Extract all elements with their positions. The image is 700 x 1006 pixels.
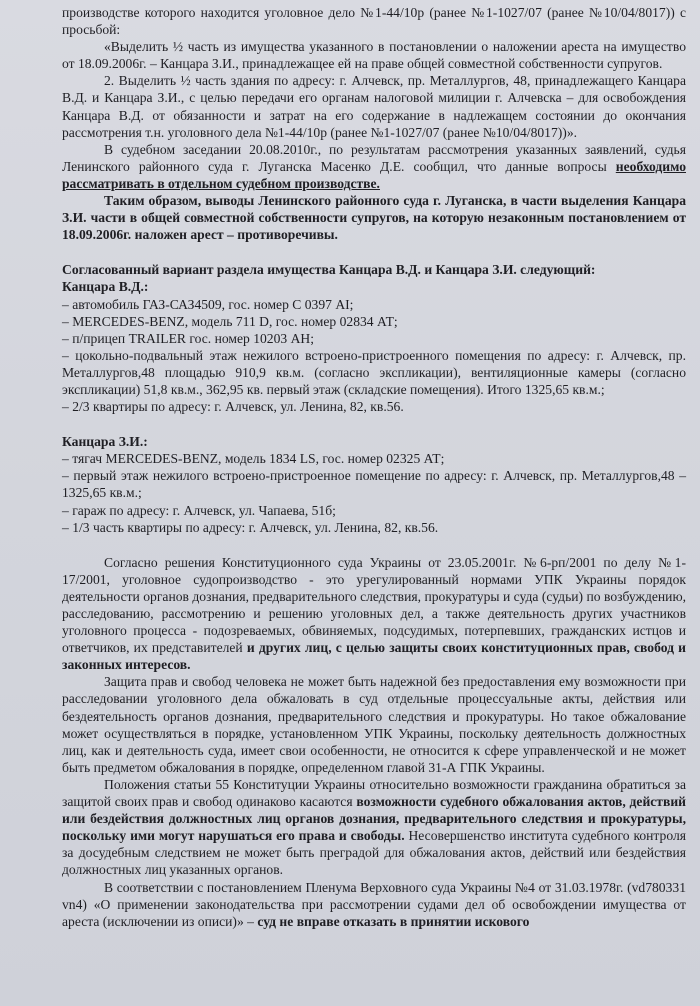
article-55-tail: Несовершенство института судебного контроля за досудебным следствием не может быть преградой для обжалования актов, действий или бездействия должностных лиц указанных органов. xyxy=(62,828,686,878)
kantsara-vd-title: Канцара В.Д.: xyxy=(62,279,149,295)
constitutional-court-emphasis: и других лиц, с целью защиты своих конституционных прав, свобод и законных интересов. xyxy=(62,640,686,673)
agreed-division-title: Согласованный вариант раздела имущества Канцара В.Д. и Канцара З.И. следующий: xyxy=(62,262,596,278)
paragraph-request-2: 2. Выделить ½ часть здания по адресу: г. Алчевск, пр. Металлургов, 48, принадлежащего Канцара В.Д. и Канцара З.И., с целью передачи его органам налоговой милиции г. Алчевска – для освобождения Канцара В.Д. от обязанности и затрат на его содержание в надлежащем состоянии до окончания рассмотрения т.н. уголовного дела №1-44/10р (ранее №1-1027/07 (ранее №10/04/8017))». xyxy=(62,73,686,140)
paragraph-constitutional-court xyxy=(62,554,686,674)
conclusion-text: Таким образом, выводы Ленинского районного суда г. Луганска, в части выделения Канцара З.И. части в общей совместной собственности супругов, на которую незаконным постановлением от 18.09.2006г. наложен арест – противоречивы. xyxy=(62,193,686,243)
kantsara-vd-item: – MERCEDES-BENZ, модель 711 D, гос. номер 02834 АТ; xyxy=(62,313,398,329)
paragraph-plenum xyxy=(62,879,686,930)
paragraph-article-55 xyxy=(62,776,686,879)
paragraph-intro: производстве которого находится уголовное дело №1-44/10р (ранее №1-1027/07 (ранее №10/04/8017)) с просьбой: xyxy=(62,5,686,38)
court-session-emphasis: необходимо рассматривать в отдельном судебном производстве. xyxy=(62,158,686,191)
kantsara-vd-item: – п/прицеп TRAILER гос. номер 10203 АН; xyxy=(62,330,315,346)
paragraph-protection-rights: Защита прав и свобод человека не может быть надежной без предоставления ему возможности при расследовании уголовного дела обжаловать в суд отдельные процессуальные акты, действия или бездеятельность органов дознания, предварительного следствия и прокуратуры. Но такое обжалование может осуществляться в порядке, установленном УПК Украины, поскольку деятельность должностных лиц, как и деятельность суда, имеет свои особенности, не относится к сфере управленческой и не может быть предметом обжалования в порядке, определенном главой 31-А ГПК Украины. xyxy=(62,674,686,775)
constitutional-court-text: Согласно решения Конституционного суда Украины от 23.05.2001г. №6-рп/2001 по делу №1-17/2001, уголовное судопроизводство - это урегулированный нормами УПК Украины порядок деятельности органов дознания, предварительного следствия, прокуратуры и суда (судьи) по возбуждению, расследованию, рассмотрению и решению уголовных дел, а также деятельность других участников уголовного процесса - подозреваемых, обвиняемых, подсудимых, потерпевших, гражданских истцов и ответчиков, их представителей xyxy=(62,554,686,656)
kantsara-zi-title: Канцара З.И.: xyxy=(62,434,148,450)
article-55-emphasis: возможности судебного обжалования актов, действий или бездействия должностных лиц органов дознания, предварительного следствия и прокуратуры, поскольку ими могут нарушаться его права и свободы. xyxy=(62,794,686,844)
kantsara-zi-item: – гараж по адресу: г. Алчевск, ул. Чапаева, 51б; xyxy=(62,502,336,518)
kantsara-zi-item: – тягач MERCEDES-BENZ, модель 1834 LS, гос. номер 02325 АТ; xyxy=(62,451,445,467)
article-55-text: Положения статьи 55 Конституции Украины относительно возможности гражданина обратиться за защитой своих прав и свобод одинаково касаются xyxy=(62,776,686,810)
kantsara-zi-item: – первый этаж нежилого встроено-пристроенное помещение по адресу: г. Алчевск, пр. Металлургов,48 – 1325,65 кв.м.; xyxy=(62,468,686,501)
paragraph-conclusion xyxy=(62,192,686,243)
paragraph-court-session xyxy=(62,141,686,192)
kantsara-vd-item: – 2/3 квартиры по адресу: г. Алчевск, ул. Ленина, 82, кв.56. xyxy=(62,399,404,415)
kantsara-vd-item: – цокольно-подвальный этаж нежилого встроено-пристроенного помещения по адресу: г. Алчевск, пр. Металлургов,48 площадью 910,9 кв.м. (согласно экспликации), вентиляционные камеры (согласно экспликации) 51,8 кв.м., 362,95 кв. первый этаж (складские помещения). Итого 1325,65 кв.м.; xyxy=(62,347,686,397)
paragraph-request-1: «Выделить ½ часть из имущества указанного в постановлении о наложении ареста на имущество от 18.09.2006г. – Канцара З.И., принадлежащее ей на праве общей совместной собственности супругов. xyxy=(62,39,686,72)
kantsara-zi-item: – 1/3 часть квартиры по адресу: г. Алчевск, ул. Ленина, 82, кв.56. xyxy=(62,519,439,535)
plenum-text: В соответствии с постановлением Пленума Верховного суда Украины №4 от 31.03.1978г. (vd780331 vn4) «О применении законодательства при рассмотрении судами дел об освобождении имущества от ареста (исключении из описи)» – xyxy=(62,879,686,929)
plenum-emphasis: суд не вправе отказать в принятии искового xyxy=(257,913,530,929)
court-session-text: В судебном заседании 20.08.2010г., по результатам рассмотрения указанных заявлений, судья Ленинского районного суда г. Луганска Масенко Д.Е. сообщил, что данные вопросы xyxy=(62,141,686,174)
kantsara-vd-item: – автомобиль ГАЗ-САЗ4509, гос. номер С 0397 АІ; xyxy=(62,296,354,312)
